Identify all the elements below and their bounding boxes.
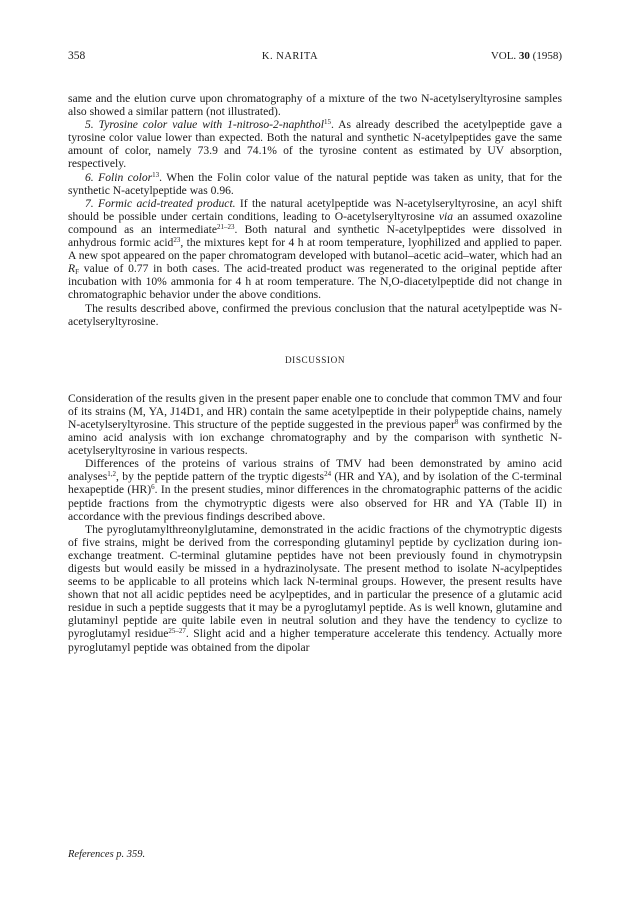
paragraph-text: . When the Folin color value of the natural peptide was taken as unity, that for the synthetic N-acetylpeptide was 0.96.: [68, 170, 562, 197]
paragraph-tyrosine-color: [68, 118, 562, 170]
section-title: 6. Folin color: [85, 170, 153, 184]
reference-mark: 15: [323, 118, 331, 127]
paragraph-text: . Slight acid and a higher temperature accelerate this tendency. Actually more pyroglutamyl peptide was obtained from the dipolar: [68, 627, 562, 654]
paragraph-formic-acid: [68, 197, 562, 302]
paragraph-text: The results described above, confirmed the previous conclusion that the natural acetylpeptide was N-acetylseryltyrosine.: [68, 301, 562, 328]
paragraph-text: , the mixtures kept for 4 h at room temperature, lyophilized and applied to paper. A new spot appeared on the paper chromatogram developed with butanol–acetic acid–water, which had an: [68, 236, 562, 263]
article-body: [68, 92, 562, 654]
reference-mark: 13: [152, 170, 160, 179]
paragraph-discussion-2: [68, 457, 562, 522]
paragraph-text: an assumed oxazoline compound as an intermediate: [68, 209, 562, 236]
paragraph-text: Consideration of the results given in the present paper enable one to conclude that common TMV and four of its strains (M, YA, J14D1, and HR) contain the same acetylpeptide in their polypeptide chains, namely N-acetylseryltyrosine. This structure of the peptide suggested in the previous paper: [68, 391, 562, 431]
paragraph-conclusion: [68, 302, 562, 328]
section-title: 5. Tyrosine color value with 1-nitroso-2-naphthol: [85, 118, 324, 132]
italic-word: via: [438, 209, 454, 223]
volume-number: 30: [518, 50, 530, 62]
reference-mark: 6: [151, 483, 155, 492]
volume-label: VOL.: [490, 50, 517, 62]
volume-info: [452, 50, 562, 62]
volume-year: (1958): [532, 50, 562, 62]
reference-mark: 1,2: [107, 470, 117, 479]
reference-mark: 21–23: [217, 222, 235, 231]
rf-subscript: F: [75, 268, 79, 277]
paragraph-discussion-1: [68, 392, 562, 457]
paragraph-text: The pyroglutamylthreonylglutamine, demonstrated in the acidic fractions of the chymotryptic digests of five strains, might be derived from the corresponding glutaminyl peptide by cyclization during ion-exchange treatment. C-terminal glutamine peptides have not been previously found in chymotrypsin digests but would easily be missed in a hydrazinolysate. The present method to isolate N-acylpeptides seems to be applicable to all proteins which lack N-terminal groups. However, the present results have shown that not all acidic peptides need be acylpeptides, and in particular the presence of a glutamic acid residue in such a peptide suggests that it may be a pyroglutamyl peptide. As is well known, glutamine and glutaminyl peptide are quite labile even in neutral solution and they have the tendency to cyclize to pyroglutamyl residue: [68, 522, 562, 641]
paragraph-text: value of 0.77 in both cases. The acid-treated product was regenerated to the original peptide after incubation with 10% ammonia for 4 h at room temperature. The N,O-diacetylpeptide did not change in chromatographic behavior under the above conditions.: [68, 262, 562, 302]
paragraph-text: Differences of the proteins of various strains of TMV had been demonstrated by amino acid analyses: [68, 457, 562, 484]
section-title: 7. Formic acid-treated product.: [85, 196, 236, 210]
reference-mark: 25–27: [168, 627, 186, 636]
page-number: 358: [68, 50, 86, 62]
section-heading: DISCUSSION: [284, 354, 346, 365]
paragraph-discussion-3: [68, 523, 562, 654]
reference-mark: 8: [454, 417, 459, 426]
paragraph: [68, 92, 562, 118]
paragraph-text: . Both natural and synthetic N-acetylpeptides were dissolved in anhydrous formic acid: [68, 222, 562, 250]
page: [68, 50, 562, 654]
paragraph-text: was confirmed by the amino acid analysis with ion exchange chromatography and by the comparison with synthetic N-acetylseryltyrosine in various respects.: [68, 417, 562, 458]
paragraph-text: . In the present studies, minor differences in the chromatographic patterns of the acidic peptide fractions from the chymotryptic digests were also observed for HR and YA (Table II) in accordance with the previous findings described above.: [68, 483, 562, 523]
paragraph-text: (HR and YA), and by isolation of the C-terminal hexapeptide (HR): [68, 470, 562, 497]
paragraph-text: , by the peptide pattern of the tryptic digests: [116, 470, 325, 484]
paragraph-text: same and the elution curve upon chromatography of a mixture of the two N-acetylseryltyrosine samples also showed a similar pattern (not illustrated).: [68, 92, 562, 119]
rf-symbol: R: [68, 262, 76, 276]
reference-mark: 24: [324, 470, 332, 479]
references-footer: References p. 359.: [68, 849, 146, 860]
running-header: [68, 50, 562, 70]
paragraph-text: . As already described the acetylpeptide gave a tyrosine color value lower than expected. Both the natural and synthetic N-acetylpeptides gave the same amount of color, namely 73.9 and 74.1% of the tyrosine content as estimated by UV absorption, respectively.: [68, 118, 563, 171]
paragraph-text: If the natural acetylpeptide was N-acetylseryltyrosine, an acyl shift should be possible under certain conditions, leading to O-acetylseryltyrosine: [68, 196, 562, 223]
reference-mark: 23: [173, 236, 181, 245]
paragraph-folin-color: [68, 171, 562, 197]
running-author: K. NARITA: [261, 51, 319, 62]
